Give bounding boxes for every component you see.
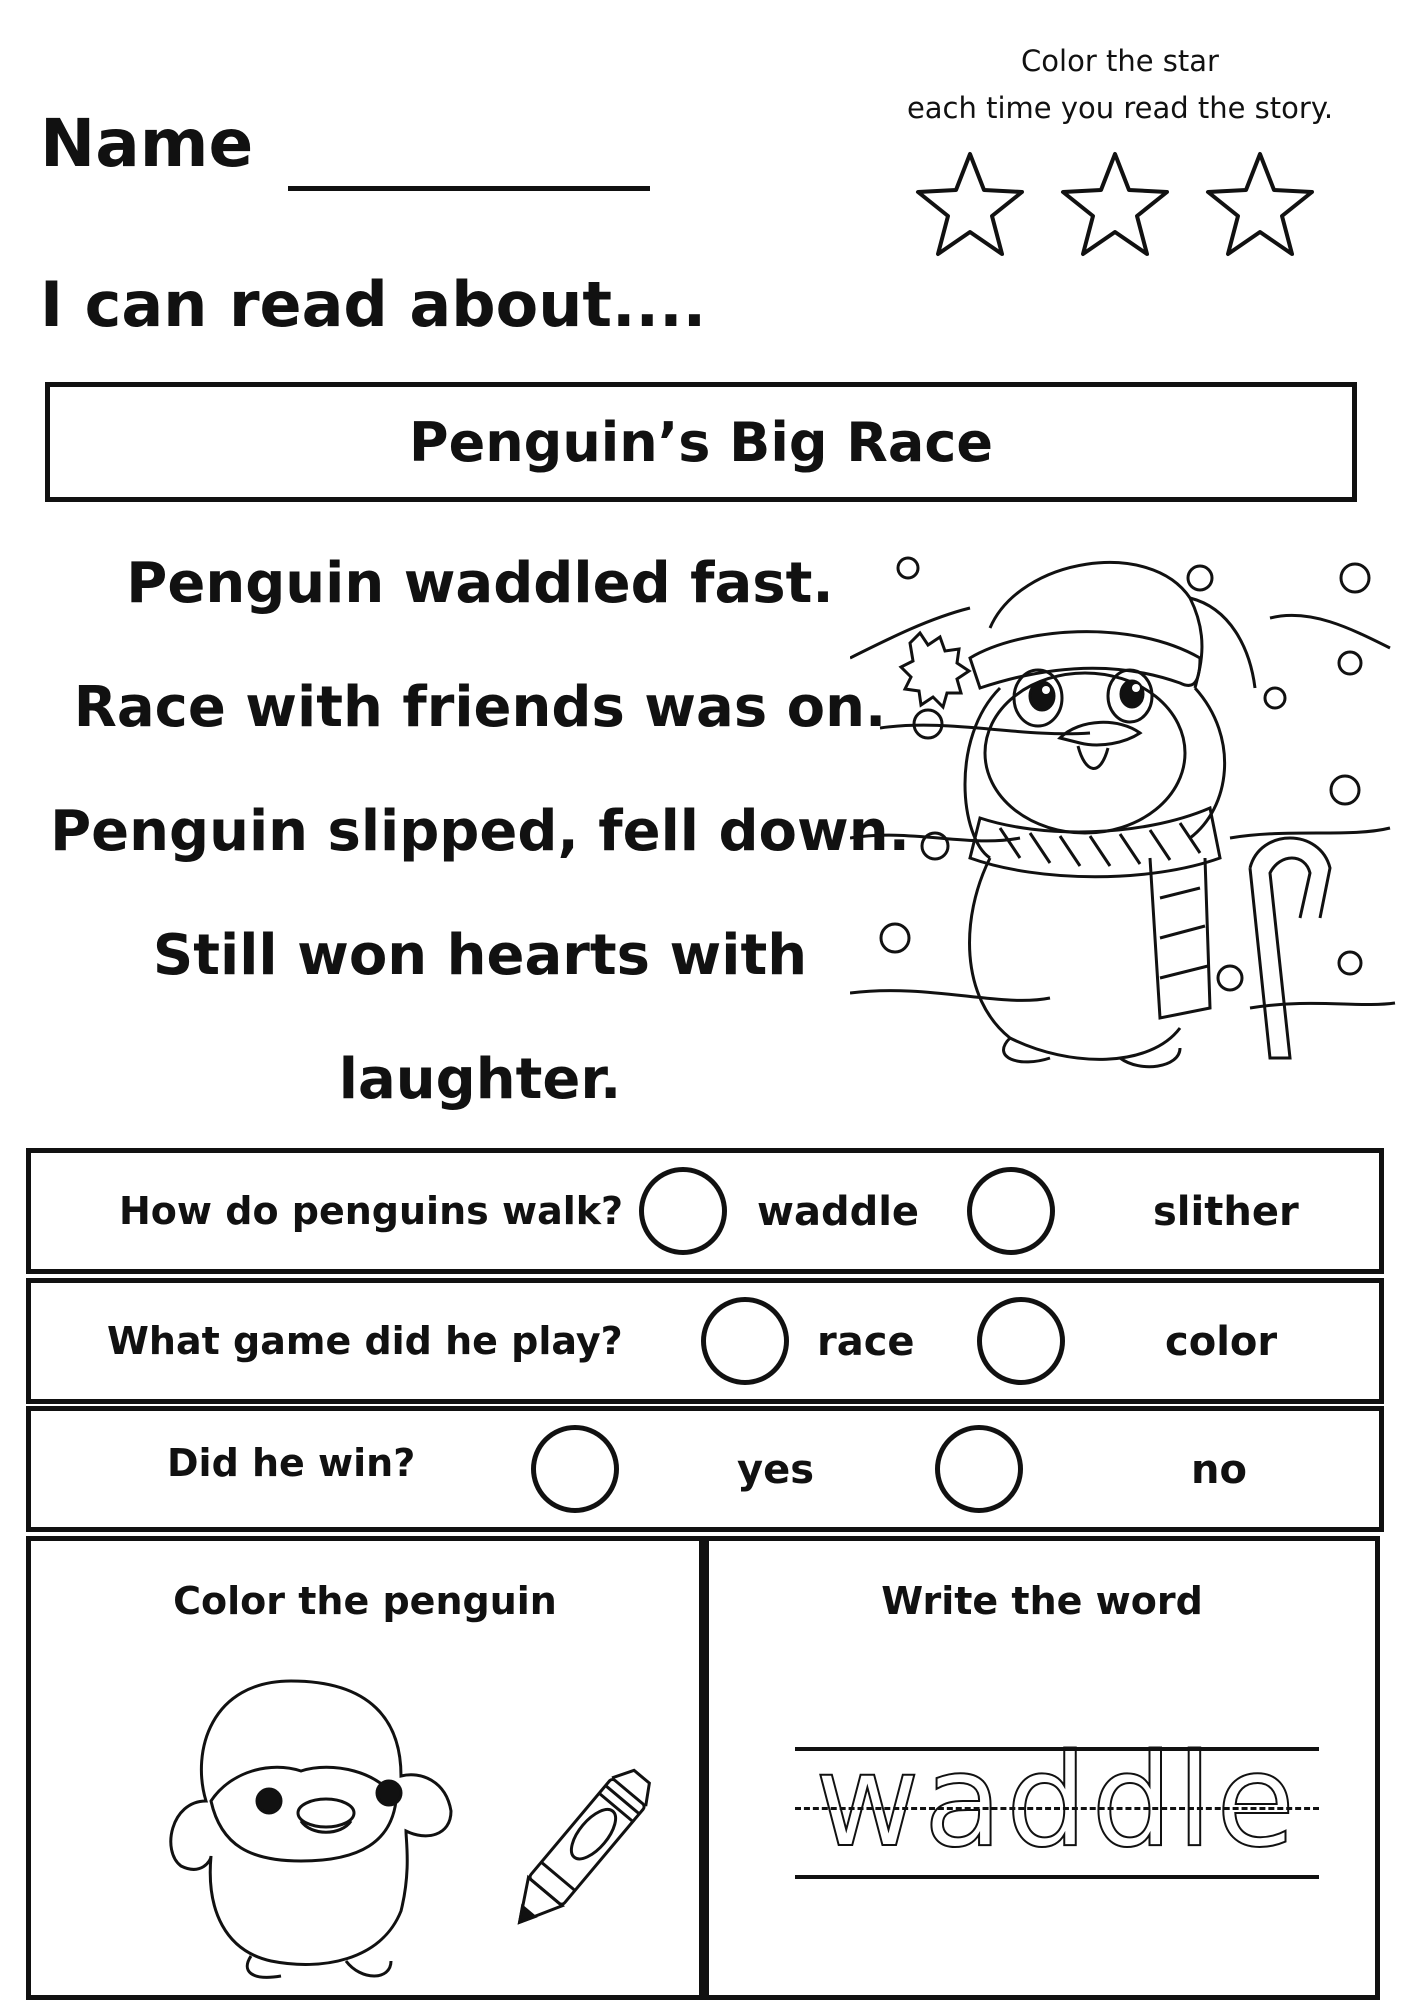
- penguin-coloring-illustration[interactable]: [151, 1661, 671, 1991]
- star-icon[interactable]: [910, 146, 1030, 266]
- story-title: Penguin’s Big Race: [409, 410, 993, 474]
- answer-circle[interactable]: [935, 1425, 1023, 1513]
- answer-circle[interactable]: [639, 1167, 727, 1255]
- answer-option: no: [1191, 1447, 1247, 1493]
- answer-option: race: [817, 1319, 915, 1365]
- question-row: [26, 1148, 1384, 1274]
- answer-option: color: [1165, 1319, 1278, 1365]
- story-line: Race with friends was on.: [73, 675, 887, 740]
- answer-circle[interactable]: [967, 1167, 1055, 1255]
- answer-option: waddle: [757, 1189, 920, 1235]
- color-penguin-panel: [26, 1536, 704, 2000]
- question-text: How do penguins walk?: [119, 1189, 624, 1233]
- star-instructions: [860, 38, 1380, 132]
- subtitle: I can read about....: [40, 268, 707, 341]
- write-word-title: Write the word: [881, 1579, 1203, 1623]
- write-word-panel: [704, 1536, 1380, 2000]
- story-line: Still won hearts with: [152, 923, 808, 988]
- question-text: What game did he play?: [107, 1319, 623, 1363]
- star-instructions-line-2: each time you read the story.: [906, 91, 1334, 125]
- star-icon[interactable]: [1055, 146, 1175, 266]
- answer-option: yes: [737, 1447, 815, 1493]
- answer-circle[interactable]: [977, 1297, 1065, 1385]
- story-line: Penguin waddled fast.: [126, 551, 834, 616]
- answer-circle[interactable]: [531, 1425, 619, 1513]
- color-penguin-title: Color the penguin: [173, 1579, 557, 1623]
- answer-circle[interactable]: [701, 1297, 789, 1385]
- name-write-line[interactable]: [288, 186, 650, 191]
- star-icon[interactable]: [1200, 146, 1320, 266]
- question-row: [26, 1278, 1384, 1404]
- story-title-box: [45, 382, 1357, 502]
- answer-option: slither: [1153, 1189, 1299, 1235]
- story-line: laughter.: [338, 1047, 622, 1112]
- reading-stars: [910, 146, 1330, 266]
- star-instructions-line-1: Color the star: [1021, 44, 1219, 78]
- penguin-with-hat-illustration: [850, 538, 1400, 1070]
- name-label: Name: [40, 105, 254, 182]
- question-text: Did he win?: [167, 1441, 416, 1485]
- trace-word[interactable]: waddle: [815, 1727, 1299, 1876]
- question-row: [26, 1406, 1384, 1532]
- story-line: Penguin slipped, fell down.: [50, 799, 910, 864]
